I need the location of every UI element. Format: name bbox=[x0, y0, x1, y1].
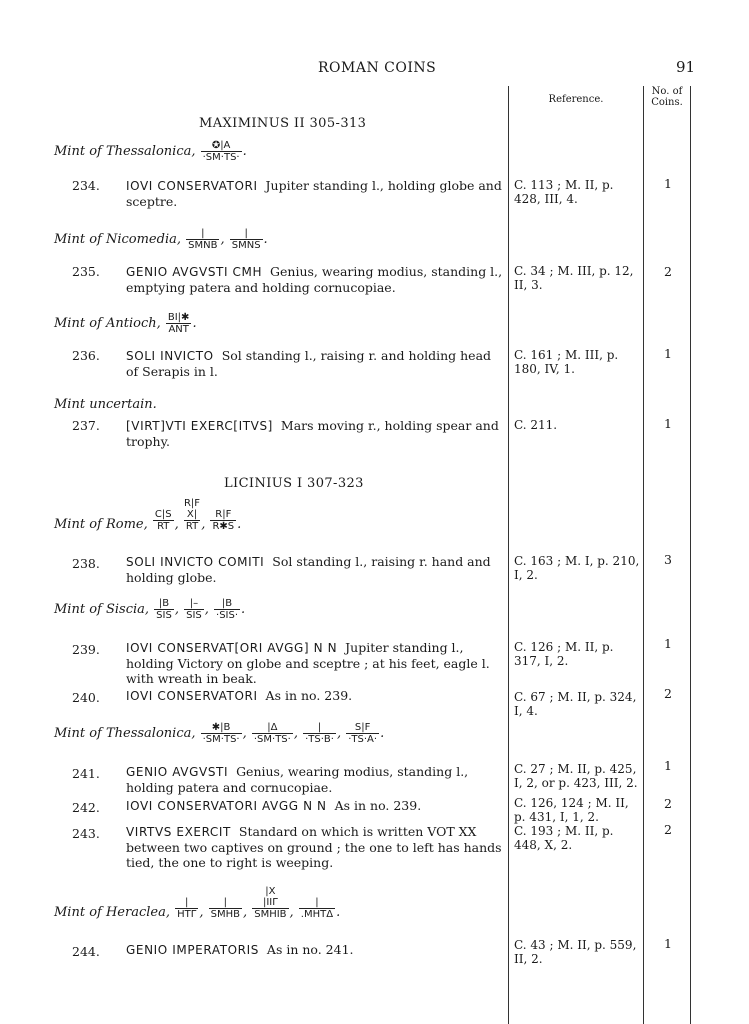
mintmark: $\frac{C|S}{RT}$ bbox=[154, 509, 172, 532]
reference: C. 163 ; M. I, p. 210, I, 2. bbox=[514, 554, 640, 582]
coin-legend: SOLI INVICTO COMITI bbox=[126, 555, 265, 569]
coin-count: 3 bbox=[664, 552, 672, 567]
mintmark: $\frac{BI|✱}{\text{ANT}}$ bbox=[167, 312, 190, 335]
reference: C. 27 ; M. II, p. 425, I, 2, or p. 423, III, 2. bbox=[514, 762, 638, 790]
coin-legend: IOVI CONSERVAT[ORI AVGG] N N bbox=[126, 641, 338, 655]
mintmark: $\frac{|\Delta}{\cdot SM\cdot TS\cdot}$ bbox=[253, 722, 291, 745]
mintmark: $\frac{|}{\text{SMHB}}$ bbox=[210, 897, 240, 920]
section-title-maximinus: MAXIMINUS II 305-313 bbox=[199, 116, 367, 131]
reference: C. 126 ; M. II, p. 317, I, 2. bbox=[514, 640, 614, 668]
mint-antioch: Mint of Antioch, $\frac{BI|✱}{\text{ANT}}$ . bbox=[54, 312, 197, 335]
coin-legend: IOVI CONSERVATORI AVGG N N bbox=[126, 799, 327, 813]
coin-count: 2 bbox=[664, 264, 672, 279]
mint-uncertain: Mint uncertain. bbox=[54, 397, 157, 412]
coin-legend: [VIRT]VTI EXERC[ITVS] bbox=[126, 419, 273, 433]
coin-legend: GENIO AVGVSTI CMH bbox=[126, 265, 263, 279]
coin-count: 1 bbox=[664, 636, 672, 651]
coin-count: 1 bbox=[664, 176, 672, 191]
mint-nicomedia: Mint of Nicomedia, $\frac{|}{\text{SMNB}}$ , $\frac{|}{\text{SMNS}}$ . bbox=[54, 228, 268, 251]
coin-count: 1 bbox=[664, 936, 672, 951]
column-rule-middle bbox=[643, 86, 644, 1024]
coin-legend: VIRTVS EXERCIT bbox=[126, 825, 231, 839]
mintmark: $\frac{✱|B}{\cdot SM\cdot TS\cdot}$ bbox=[202, 722, 240, 745]
mint-rome: Mint of Rome, $\frac{C|S}{RT}$ , R|F X| RT , $\frac{R|F}{R✱S}$ . bbox=[54, 498, 242, 532]
page-number: 91 bbox=[676, 58, 696, 76]
reference: C. 43 ; M. II, p. 559, II, 2. bbox=[514, 938, 637, 966]
mintmark: |X |IIΓ SMHIB bbox=[254, 886, 287, 920]
mintmark: $\frac{|}{\text{SMNS}}$ bbox=[231, 228, 261, 251]
column-rule-left bbox=[508, 86, 509, 1024]
coin-count: 1 bbox=[664, 346, 672, 361]
reference-column-heading: Reference. bbox=[548, 94, 604, 105]
mintmark: R|F X| RT bbox=[183, 498, 201, 532]
mintmark: $\frac{S|F}{\cdot TS\cdot A\cdot}$ bbox=[348, 722, 378, 745]
coin-legend: SOLI INVICTO bbox=[126, 349, 214, 363]
mintmark: $\frac{|B}{\text{SIS}}$ bbox=[156, 598, 172, 621]
mint-thessalonica-2: Mint of Thessalonica, $\frac{✱|B}{\cdot SM\cdot TS\cdot}$ , $\frac{|\Delta}{\cdot SM\cdot TS\cdot}$ , $\frac{|}{\cdot TS\cdot B\cdot}$ , $\frac{S|F}{\cdot TS\cdot A\cdot}$ . bbox=[54, 722, 385, 745]
coin-count: 2 bbox=[664, 686, 672, 701]
coin-legend: GENIO AVGVSTI bbox=[126, 765, 229, 779]
mintmark: $\frac{✪|A}{\cdot SM\cdot TS\cdot}$ bbox=[202, 140, 240, 163]
mint-thessalonica-1: Mint of Thessalonica, $\frac{✪|A}{\cdot SM\cdot TS\cdot}$ . bbox=[54, 140, 247, 163]
reference: C. 211. bbox=[514, 418, 558, 432]
reference: C. 34 ; M. III, p. 12, II, 3. bbox=[514, 264, 634, 292]
section-title-licinius: LICINIUS I 307-323 bbox=[224, 476, 364, 491]
coin-legend: IOVI CONSERVATORI bbox=[126, 179, 258, 193]
reference: C. 67 ; M. II, p. 324, I, 4. bbox=[514, 690, 637, 718]
mintmark: $\frac{|}{\text{HTΓ}}$ bbox=[177, 897, 197, 920]
running-title: ROMAN COINS bbox=[318, 60, 437, 76]
coin-count: 1 bbox=[664, 758, 672, 773]
coins-column-heading: No. of Coins. bbox=[651, 86, 683, 108]
mintmark: $\frac{R|F}{R✱S}$ bbox=[212, 509, 235, 532]
coin-count: 2 bbox=[664, 822, 672, 837]
coin-count: 1 bbox=[664, 416, 672, 431]
mint-heraclea: Mint of Heraclea, $\frac{|}{\text{HTΓ}}$ , $\frac{|}{\text{SMHB}}$ , |X |IIΓ SMHIB , $\frac{|}{\text{.MHTΔ}}$ . bbox=[54, 886, 341, 920]
coin-count: 2 bbox=[664, 796, 672, 811]
reference: C. 126, 124 ; M. II, p. 431, I, 1, 2. bbox=[514, 796, 629, 824]
mintmark: $\frac{|}{\text{SMNB}}$ bbox=[188, 228, 218, 251]
column-rule-right bbox=[690, 86, 691, 1024]
mintmark: $\frac{|B}{\text{·SIS·}}$ bbox=[216, 598, 239, 621]
mint-siscia: Mint of Siscia, $\frac{|B}{\text{SIS}}$ , $\frac{|-}{\text{SIS}}$ , $\frac{|B}{\text{·SIS·}}$ . bbox=[54, 598, 246, 621]
reference: C. 161 ; M. III, p. 180, IV, 1. bbox=[514, 348, 619, 376]
reference: C. 193 ; M. II, p. 448, X, 2. bbox=[514, 824, 614, 852]
mintmark: $\frac{|-}{\text{SIS}}$ bbox=[186, 598, 202, 621]
reference: C. 113 ; M. II, p. 428, III, 4. bbox=[514, 178, 614, 206]
mintmark: $\frac{|}{\text{.MHTΔ}}$ bbox=[300, 897, 334, 920]
coin-legend: IOVI CONSERVATORI bbox=[126, 689, 258, 703]
mintmark: $\frac{|}{\cdot TS\cdot B\cdot}$ bbox=[305, 722, 334, 745]
coin-legend: GENIO IMPERATORIS bbox=[126, 943, 259, 957]
